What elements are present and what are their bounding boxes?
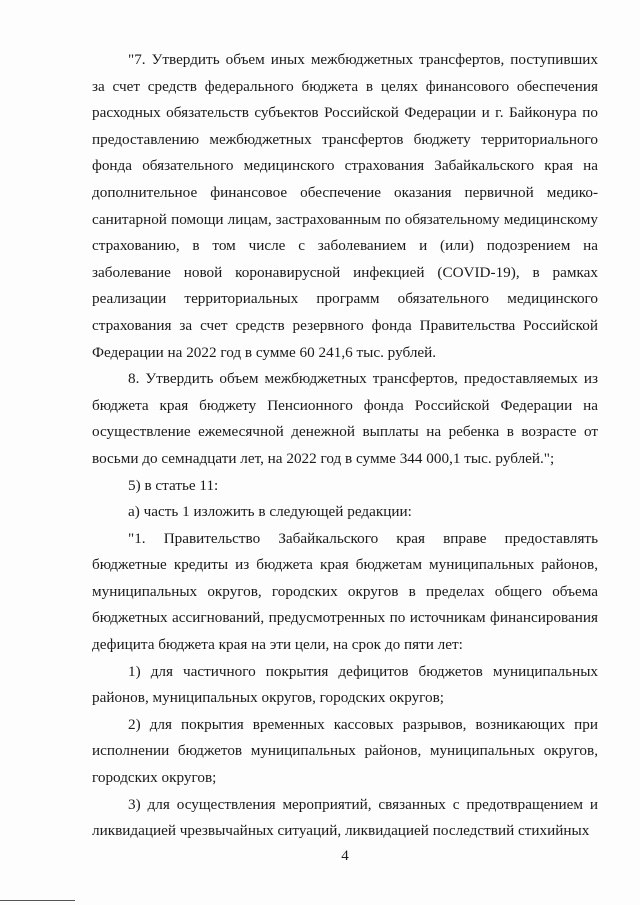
paragraph-part-1-text: "1. Правительство Забайкальского края вправе предоставлять бюджетные кредиты из бюджета края бюджетам муниципальных районов, муниципальных округов, городских округов в пределах общего объема бюджетных ассигнований, предусмотренных по источникам финансирования дефицита бюджета края на эти цели, на срок до пяти лет: [92, 529, 598, 654]
paragraph-list-item-2: 2) для покрытия временных кассовых разрывов, возникающих при исполнении бюджетов муниципальных районов, муниципальных округов, городских округов; [92, 715, 598, 787]
document-body [92, 47, 598, 845]
paragraph-article-11: 5) в статье 11: [128, 476, 219, 494]
paragraph-item-7: "7. Утвердить объем иных межбюджетных трансфертов, поступивших за счет средств федерального бюджета в целях финансового обеспечения расходных обязательств субъектов Российской Федерации и г. Байконура по предоставлению межбюджетных трансфертов бюджету территориального фонда обязательного медицинского страхования Забайкальского края на дополнительное финансовое обеспечение оказания первичной медико-санитарной помощи лицам, застрахованным по обязательному медицинскому страхованию, в том числе с заболеванием и (или) подозрением на заболевание новой коронавирусной инфекцией (COVID-19), в рамках реализации территориальных программ обязательного медицинского страхования за счет средств резервного фонда Правительства Российской Федерации на 2022 год в сумме 60 241,6 тыс. рублей. [92, 51, 598, 361]
page-number: 4 [341, 848, 349, 864]
paragraph-item-8: 8. Утвердить объем межбюджетных трансфертов, предоставляемых из бюджета края бюджету Пенсионного фонда Российской Федерации на осуществление ежемесячной денежной выплаты на ребенка в возрасте от восьми до семнадцати лет, на 2022 год в сумме 344 000,1 тыс. рублей."; [92, 370, 598, 467]
scan-edge-line [0, 900, 75, 901]
paragraph-list-item-1: 1) для частичного покрытия дефицитов бюджетов муниципальных районов, муниципальных округов, городских округов; [92, 662, 598, 707]
paragraph-list-item-3: 3) для осуществления мероприятий, связанных с предотвращением и ликвидацией чрезвычайных ситуаций, ликвидацией последствий стихийных [92, 795, 598, 840]
paragraph-part-1-heading: а) часть 1 изложить в следующей редакции: [128, 503, 412, 521]
